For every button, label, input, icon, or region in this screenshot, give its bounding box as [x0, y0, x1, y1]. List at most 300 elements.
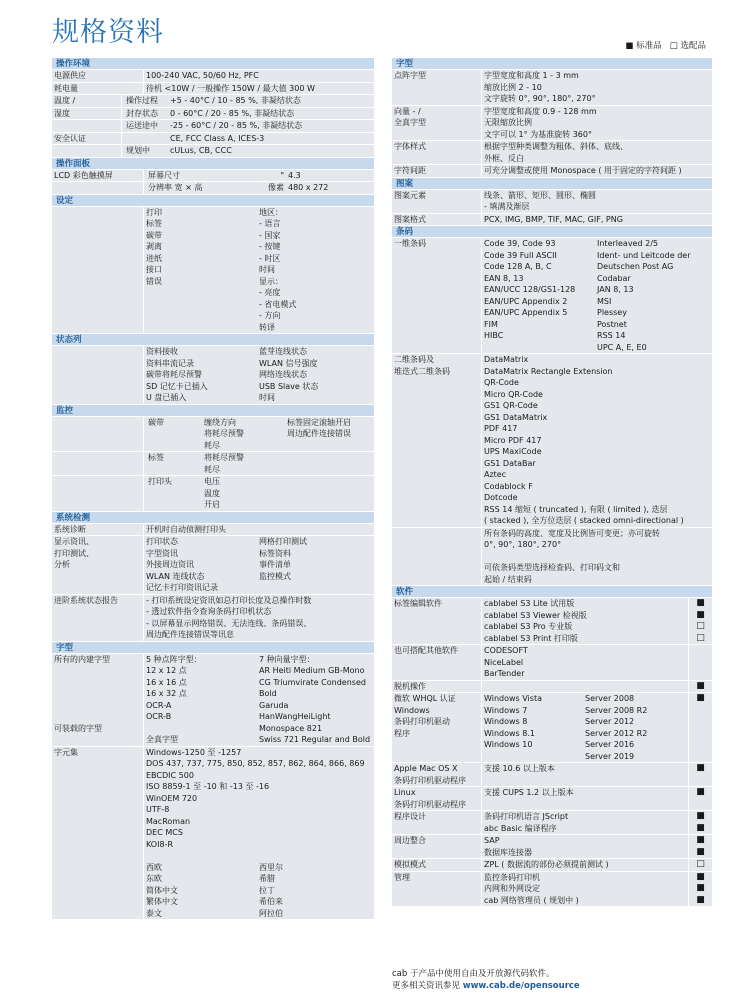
list-item: 资料串流记录	[146, 358, 194, 368]
spec-label-line: 模拟模式	[394, 860, 426, 869]
section-heading: 图案	[392, 178, 712, 190]
value-line: cablabel S3 Viewer 检视版	[484, 610, 587, 620]
spec-label	[52, 145, 122, 157]
list-item: Server 2012 R2	[585, 728, 648, 738]
spec-label-line: 字体样式	[394, 142, 426, 151]
spec-label-line: 湿度	[54, 108, 70, 118]
two-col-list	[484, 693, 686, 762]
list-item: EAN/UCC 128/GS1-128	[484, 285, 576, 294]
list-col	[146, 654, 259, 746]
spec-label-line: 程序设计	[394, 812, 426, 821]
value-line: Micro PDF 417	[484, 435, 542, 445]
list-item: 简体中文	[146, 885, 178, 895]
section-heading: 条码	[392, 226, 712, 238]
spec-label	[392, 859, 482, 871]
spec-row	[392, 141, 712, 165]
value-line: DataMatrix	[484, 355, 529, 364]
spec-value	[482, 859, 688, 871]
spec-label	[392, 681, 482, 693]
spec-value	[482, 238, 712, 353]
list-item: EAN/UPC Appendix 5	[484, 308, 568, 317]
spec-label-line: 电源供应	[54, 71, 86, 80]
list-item: 网络连线状态	[259, 370, 307, 379]
spec-label	[392, 693, 482, 762]
value-line: PDF 417	[484, 424, 518, 433]
list-item: EAN 8, 13	[484, 273, 524, 283]
spec-value	[482, 645, 688, 680]
spec-row	[392, 872, 712, 908]
spec-value	[144, 182, 374, 194]
value-line: - 填满及渐层	[484, 202, 530, 211]
list-item: 将耗尽预警	[204, 429, 244, 438]
spec-label-line: 耗电量	[54, 83, 78, 93]
spec-sub-label: 打印头	[148, 477, 172, 486]
list-col	[287, 476, 370, 511]
list-col	[287, 452, 370, 475]
spec-label-line: 字符间距	[394, 166, 426, 175]
value-line: 支援 CUPS 1.2 以上版本	[484, 788, 574, 797]
spec-sub	[124, 120, 372, 132]
spec-value	[122, 95, 374, 107]
list-item: 地区：	[259, 207, 283, 217]
value-line: 文字可以 1° 为基准旋转 360°	[484, 129, 592, 139]
list-item: 缠绕方向	[204, 417, 236, 427]
spec-sub	[124, 133, 372, 145]
spec-value	[482, 681, 688, 693]
value-line: WinOEM 720	[146, 793, 198, 803]
list-item: Code 128 A, B, C	[484, 262, 552, 271]
spec-label-line	[54, 417, 141, 429]
spec-sub-label	[124, 133, 168, 145]
list-item: 碳带	[146, 230, 162, 240]
spec-value	[482, 165, 712, 177]
list-item: RSS 14	[597, 331, 626, 340]
spec-value	[144, 170, 374, 182]
list-item: 耗尽	[204, 464, 220, 474]
value-line: 可充分调整或使用 Monospace ( 用于固定的字符间距 )	[484, 166, 682, 175]
spec-label-line: 分析	[54, 560, 70, 569]
spec-value	[122, 120, 374, 132]
spec-label	[392, 763, 482, 786]
list-item: 5 种点阵字型：	[146, 654, 202, 664]
spec-label-line	[54, 346, 141, 358]
spec-row	[52, 452, 374, 476]
value-line: MacRoman	[146, 816, 191, 826]
value-line: 无限缩放比例	[484, 118, 532, 127]
value-line: 待机 <10W / 一般操作 150W / 最大值 300 W	[146, 83, 315, 93]
spec-value	[482, 787, 688, 810]
spec-sub	[146, 452, 372, 475]
spec-value	[482, 598, 688, 644]
spec-label	[392, 598, 482, 644]
mark-line: ■	[696, 822, 705, 833]
spec-label	[52, 452, 144, 475]
availability-mark	[688, 811, 712, 834]
footer	[392, 968, 580, 992]
list-item: 耗尽	[204, 440, 220, 450]
mark-line: ■	[696, 846, 705, 857]
spec-label	[52, 133, 122, 145]
spec-label	[392, 141, 482, 164]
spec-label-line	[54, 688, 141, 700]
two-col-list	[202, 452, 372, 475]
spec-sub-value: 0 - 60°C / 20 - 85 %, 非凝结状态	[170, 108, 295, 118]
list-item: EAN/UPC Appendix 2	[484, 296, 568, 306]
spec-sub-label: 分辨率 宽 × 高	[148, 183, 203, 192]
value-line: DEC MCS	[146, 828, 183, 837]
list-col	[259, 536, 372, 594]
value-line: 数据库连接器	[484, 847, 532, 857]
value-line: GS1 DataMatrix	[484, 412, 548, 422]
value-line: Codablock F	[484, 481, 533, 491]
spec-label	[52, 70, 144, 82]
mark-line: □	[696, 859, 705, 869]
spec-label-line	[54, 182, 141, 194]
spec-row	[52, 70, 374, 83]
list-item: 蓝芽连线状态	[259, 347, 307, 356]
spec-label-line	[54, 700, 141, 712]
opensource-link[interactable]: www.cab.de/opensource	[462, 981, 580, 991]
spec-row	[52, 145, 374, 158]
spec-label-line: 温度 /	[54, 96, 76, 105]
value-line: PCX, IMG, BMP, TIF, MAC, GIF, PNG	[484, 214, 623, 224]
list-col	[146, 207, 259, 334]
spec-label-line: 显示资讯、	[54, 537, 94, 546]
list-item: Deutschen Post AG	[597, 262, 674, 271]
list-item: 剥离	[146, 242, 162, 251]
list-item: 时间	[259, 265, 275, 274]
spec-sub	[146, 182, 372, 194]
list-item: CG Triumvirate Condensed Bold	[259, 677, 366, 698]
spec-sub-value: +5 - 40°C / 10 - 85 %, 非凝结状态	[170, 96, 301, 105]
spec-sub-label: 规划中	[126, 146, 150, 155]
spec-row	[392, 859, 712, 872]
list-item: 全真字型	[146, 735, 178, 744]
spec-value	[122, 108, 374, 120]
spec-label-line: 点阵字型	[394, 71, 426, 80]
list-item: Monospace 821	[259, 723, 323, 733]
spec-label-line: 字元集	[54, 747, 78, 757]
spec-label-line: 管理	[394, 872, 410, 882]
two-col-list	[146, 346, 372, 404]
section-heading: 操作环境	[52, 58, 374, 70]
spec-value	[482, 190, 712, 213]
mark-line	[691, 645, 710, 657]
value-line: EBCDIC 500	[146, 770, 194, 780]
value-line: - 打印系统设定资讯如总打印长度及总操作时数	[146, 595, 312, 605]
value-line: RSS 14 缩短 ( truncated ), 有限 ( limited ), 迭层	[484, 504, 668, 514]
list-item: 标签	[146, 219, 162, 228]
value-line: NiceLabel	[484, 657, 524, 667]
list-item: 拉丁	[259, 885, 275, 895]
list-item: 资料接收	[146, 347, 178, 356]
spec-sub-value: 4.3	[288, 170, 301, 180]
value-line: cablabel S3 Lite 试用版	[484, 599, 575, 608]
spec-row	[392, 190, 712, 214]
spec-label	[52, 524, 144, 536]
spec-value	[122, 133, 374, 145]
spec-row	[52, 170, 374, 183]
value-line: 条码打印机语言 JScript	[484, 812, 569, 821]
value-line: 文字旋转 0°, 90°, 180°, 270°	[484, 94, 596, 103]
spec-sub	[146, 417, 372, 452]
list-item: 记忆卡打印资讯记录	[146, 583, 218, 592]
list-item: 电压	[204, 477, 220, 486]
list-item: 泰文	[146, 908, 162, 918]
value-line: 缩放比例 2 - 10	[484, 82, 542, 92]
list-item: 16 x 32 点	[146, 689, 187, 698]
list-item: 字型资讯	[146, 548, 178, 558]
list-item: Ident- und Leitcode der	[597, 250, 691, 260]
section-heading: 字型	[52, 642, 374, 654]
spec-row	[52, 108, 374, 121]
spec-label-line: 进阶系统状态报告	[54, 595, 118, 605]
two-col-list	[202, 417, 372, 452]
list-item: Garuda	[259, 700, 289, 710]
spacer	[146, 850, 372, 862]
list-item: 错误	[146, 276, 162, 286]
spec-label-line	[54, 476, 141, 488]
spec-label	[392, 835, 482, 858]
list-item: 16 x 16 点	[146, 677, 187, 687]
spec-sub	[124, 145, 372, 157]
spec-sub	[124, 95, 372, 107]
value-line: UPS MaxiCode	[484, 447, 542, 456]
spec-value	[482, 141, 712, 164]
list-col	[287, 417, 370, 452]
list-col	[146, 536, 259, 594]
spec-label-line: 打印测试、	[54, 548, 94, 558]
spec-label-line: 标签编辑软件	[394, 599, 442, 608]
spec-label-line: 条码打印机驱动程序	[394, 775, 466, 785]
value-line: 100-240 VAC, 50/60 Hz, PFC	[146, 71, 259, 80]
list-col	[259, 207, 372, 334]
value-line: CODESOFT	[484, 646, 528, 655]
spec-label	[52, 654, 144, 746]
spec-label-line: Apple Mac OS X	[394, 764, 458, 773]
list-col	[146, 346, 259, 404]
list-item: - 方向	[259, 311, 281, 320]
spec-value	[122, 145, 374, 157]
list-item: UPC A, E, E0	[597, 342, 647, 352]
spec-label	[392, 214, 482, 226]
spec-row	[392, 787, 712, 811]
list-item: Swiss 721 Regular and Bold	[259, 735, 371, 744]
list-item: WLAN 连线状态	[146, 571, 205, 581]
spec-label	[392, 528, 482, 586]
spec-label-line: 全真字型	[394, 118, 426, 127]
spec-row	[392, 214, 712, 227]
mark-line: ■	[696, 811, 705, 821]
value-line: 监控条码打印机	[484, 872, 540, 882]
spec-label-line	[54, 145, 119, 157]
list-item: 碳带将耗尽预警	[146, 370, 202, 379]
spec-label-line: 二维条码及	[394, 355, 434, 364]
spec-label-line: Windows	[394, 705, 430, 715]
spec-row	[52, 95, 374, 108]
list-item: 进纸	[146, 253, 162, 263]
spec-row	[52, 536, 374, 595]
mark-line: ■	[696, 609, 705, 620]
spec-row	[52, 476, 374, 512]
mark-line: □	[696, 621, 705, 631]
value-line: 字型宽度和高度 1 - 3 mm	[484, 71, 579, 80]
mark-line: ■	[696, 693, 705, 703]
spec-row	[52, 83, 374, 96]
list-item: 时间	[259, 393, 275, 402]
spec-label-line	[54, 665, 141, 677]
spec-label-line: 微软 WHQL 认证	[394, 694, 456, 703]
availability-mark	[688, 787, 712, 810]
spec-label-line	[54, 120, 119, 132]
spec-label	[52, 476, 144, 511]
list-item: 转译	[259, 322, 275, 332]
spec-sub-label: 屏幕尺寸	[148, 170, 180, 180]
list-item: 打印状态	[146, 537, 178, 546]
spec-sub-label: 操作过程	[126, 96, 158, 105]
value-line: - 透过软件指令查询条码打印机状态	[146, 607, 272, 616]
list-item: 希伯来	[259, 897, 283, 906]
spec-row	[392, 598, 712, 645]
spec-row	[52, 182, 374, 195]
spec-value	[482, 835, 688, 858]
list-item: - 语言	[259, 219, 281, 228]
spec-row	[392, 528, 712, 587]
value-line	[484, 681, 686, 693]
two-col-list	[146, 654, 372, 746]
spec-label-line: 也可搭配其他软件	[394, 646, 458, 655]
two-col-list	[202, 476, 372, 511]
spec-label	[392, 70, 482, 105]
spec-label-line	[394, 528, 479, 540]
list-item: - 亮度	[259, 288, 281, 297]
value-line: QR-Code	[484, 378, 519, 387]
list-col	[597, 238, 710, 353]
list-col	[259, 346, 372, 404]
spec-value	[144, 417, 374, 452]
list-item: Plessey	[597, 308, 627, 317]
mark-line: ■	[696, 871, 705, 882]
mark-line: □	[696, 632, 705, 643]
spec-value	[144, 346, 374, 404]
list-item: 希腊	[259, 874, 275, 883]
spec-value	[482, 693, 688, 762]
spec-label-line	[54, 207, 141, 219]
two-col-list	[146, 207, 372, 334]
spec-sub-label: 碳带	[148, 417, 164, 427]
value-line: 外框、反白	[484, 153, 524, 163]
list-item: AR Heiti Medium GB-Mono	[259, 666, 365, 675]
mark-line: ■	[696, 894, 705, 905]
spec-label-line: 脱机操作	[394, 681, 426, 691]
list-item: USB Slave 状态	[259, 381, 319, 391]
value-line: 0°, 90°, 180°, 270°	[484, 540, 562, 549]
spec-row	[52, 595, 374, 642]
value-line: - 以屏幕显示网络错误、无法连线、条码错误、	[146, 618, 312, 628]
list-item: 周边配件连接错误	[287, 429, 351, 438]
list-item: - 国家	[259, 230, 281, 240]
page-title: 规格资料	[52, 17, 164, 48]
list-item: 网格打印测试	[259, 537, 307, 546]
spec-label-line	[54, 452, 141, 464]
spec-label	[392, 787, 482, 810]
spec-label	[52, 207, 144, 334]
value-line: abc Basic 编译程序	[484, 823, 557, 833]
list-item: JAN 8, 13	[597, 285, 634, 294]
list-item: 开启	[204, 500, 220, 509]
value-line: ( stacked ), 全方位迭层 ( stacked omni-directional )	[484, 516, 684, 525]
two-col-list	[146, 862, 372, 920]
mark-line: ■	[696, 598, 705, 608]
spec-value	[144, 207, 374, 334]
value-line: SAP	[484, 836, 500, 845]
section-heading: 状态列	[52, 334, 374, 346]
list-item: 7 种向量字型：	[259, 654, 315, 664]
list-col	[259, 654, 372, 746]
list-item: 打印	[146, 207, 162, 217]
list-item: 阿拉伯	[259, 908, 283, 918]
list-item: 西里尔	[259, 862, 283, 872]
spec-row	[392, 106, 712, 142]
spec-row	[52, 346, 374, 405]
value-line: BarTender	[484, 669, 525, 678]
value-line: KOI8-R	[146, 839, 173, 849]
list-item: Windows 7	[484, 705, 528, 715]
spec-unit: 像素	[268, 183, 284, 192]
spec-row	[52, 133, 374, 146]
availability-mark	[688, 763, 712, 786]
spec-label	[52, 417, 144, 452]
mark-line: ■	[696, 883, 705, 893]
spec-label	[392, 872, 482, 907]
spec-sub-value: cULus, CB, CCC	[170, 146, 232, 155]
spec-row	[52, 654, 374, 747]
value-line: 所有条码的高度、宽度及比例皆可变更；亦可旋转	[484, 528, 660, 538]
spec-row	[392, 811, 712, 835]
spec-value	[144, 595, 374, 641]
list-item: Server 2012	[585, 717, 635, 726]
mark-line: ■	[696, 835, 705, 845]
spec-label-line: 安全认证	[54, 133, 86, 143]
list-item: 标签资料	[259, 548, 291, 558]
spec-row	[392, 763, 712, 787]
section-heading: 软件	[392, 586, 712, 598]
list-col	[204, 452, 287, 475]
availability-mark	[688, 645, 712, 680]
value-line: 开机时自动侦测打印头	[146, 524, 226, 534]
spec-label-line: 所有的内建字型	[54, 654, 110, 664]
right-spec-column	[392, 58, 712, 907]
spec-label-line: 系统诊断	[54, 524, 86, 534]
spec-label-line: 周边整合	[394, 836, 426, 845]
spec-row	[52, 524, 374, 537]
spec-label	[52, 536, 144, 594]
list-item: Server 2016	[585, 740, 635, 749]
spec-label-line: 一维条码	[394, 239, 426, 248]
mark-line: ■	[696, 787, 705, 797]
list-item: OCR-B	[146, 712, 172, 721]
spec-label	[52, 595, 144, 641]
spec-value	[482, 872, 688, 907]
availability-mark	[688, 598, 712, 644]
spec-row	[392, 835, 712, 859]
list-item: Interleaved 2/5	[597, 239, 658, 248]
spec-value	[482, 354, 712, 527]
spec-row	[52, 120, 374, 133]
spec-row	[52, 417, 374, 453]
value-line: cablabel S3 Print 打印版	[484, 633, 578, 643]
spec-value	[144, 524, 374, 536]
